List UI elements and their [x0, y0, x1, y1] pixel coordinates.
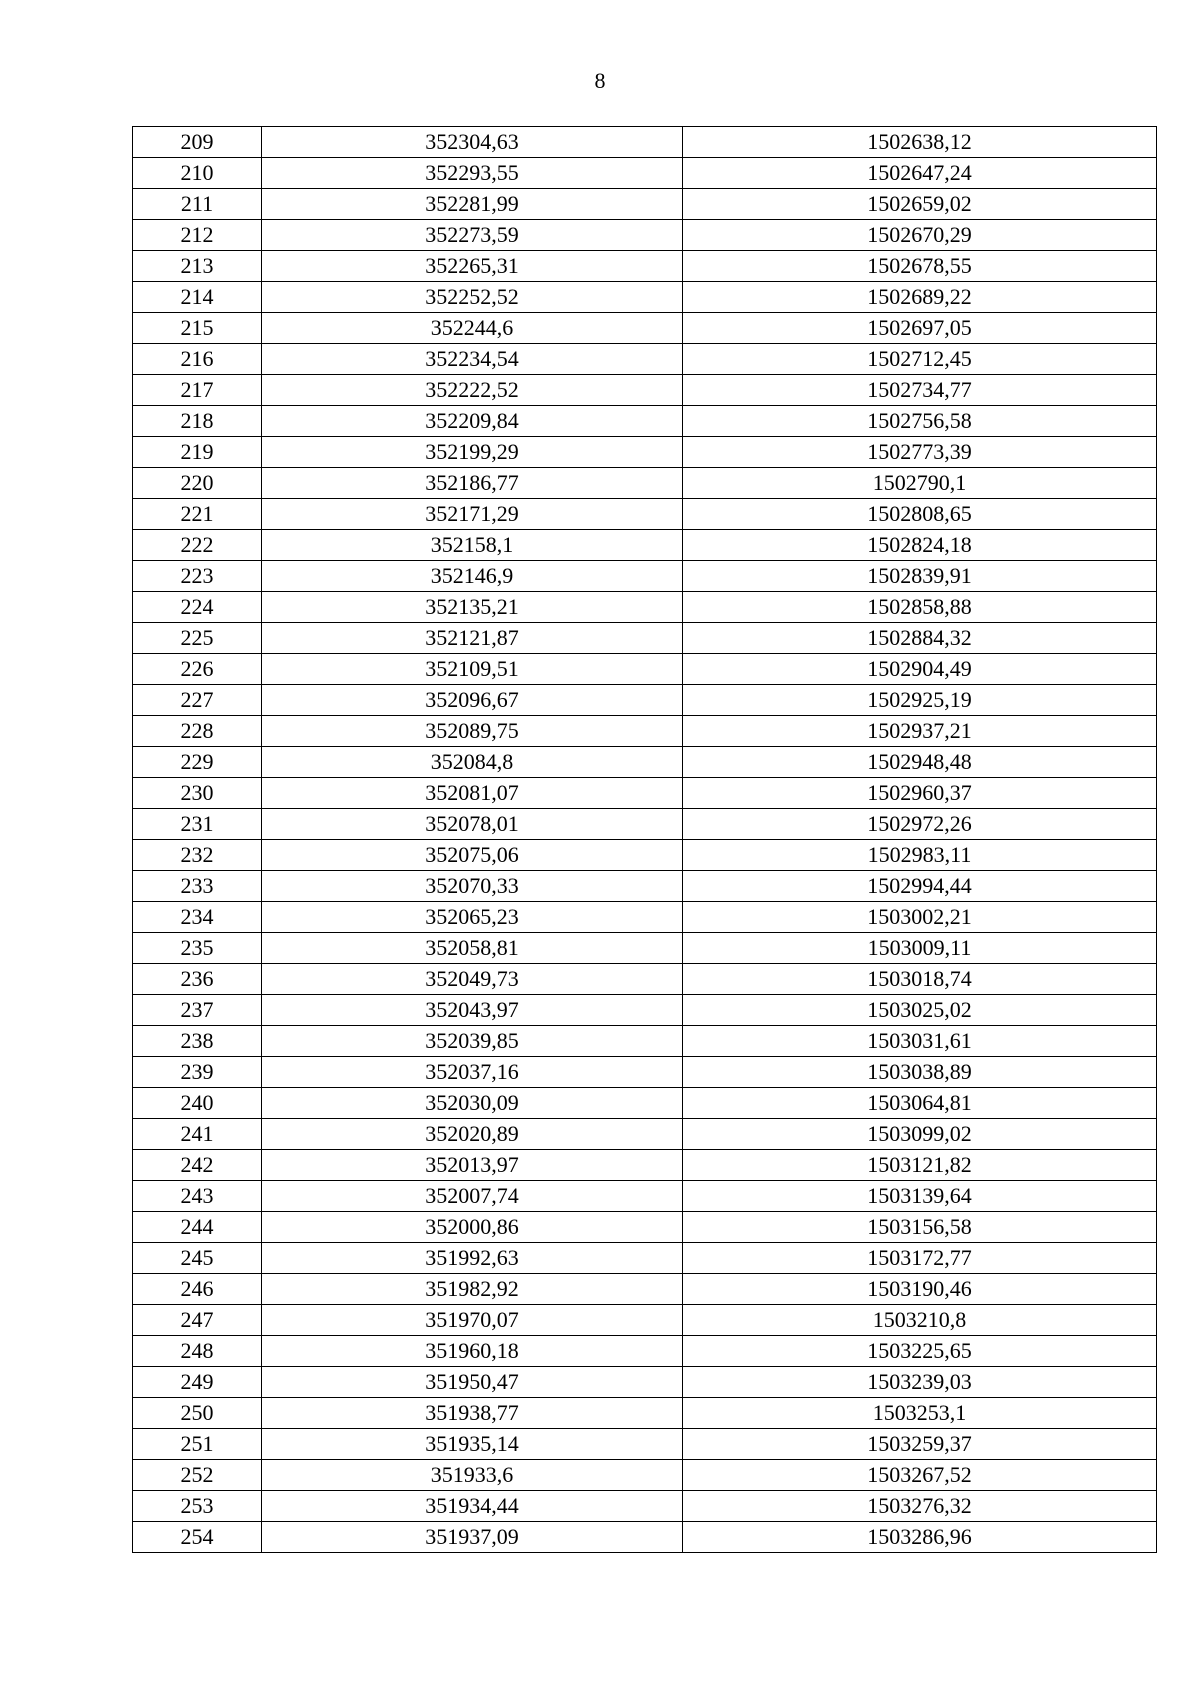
y-coordinate-cell: 1502697,05 [683, 313, 1157, 344]
y-coordinate-cell: 1502937,21 [683, 716, 1157, 747]
x-coordinate-cell: 352078,01 [262, 809, 683, 840]
table-row [133, 1088, 1157, 1119]
table-row [133, 468, 1157, 499]
y-coordinate-cell: 1502790,1 [683, 468, 1157, 499]
table-row [133, 685, 1157, 716]
table-row [133, 282, 1157, 313]
y-coordinate-cell: 1502659,02 [683, 189, 1157, 220]
x-coordinate-cell: 352186,77 [262, 468, 683, 499]
point-number-cell: 252 [133, 1460, 262, 1491]
y-coordinate-cell: 1503239,03 [683, 1367, 1157, 1398]
point-number-cell: 214 [133, 282, 262, 313]
x-coordinate-cell: 352058,81 [262, 933, 683, 964]
point-number-cell: 244 [133, 1212, 262, 1243]
y-coordinate-cell: 1502983,11 [683, 840, 1157, 871]
x-coordinate-cell: 351950,47 [262, 1367, 683, 1398]
x-coordinate-cell: 352304,63 [262, 127, 683, 158]
y-coordinate-cell: 1503139,64 [683, 1181, 1157, 1212]
x-coordinate-cell: 351933,6 [262, 1460, 683, 1491]
point-number-cell: 241 [133, 1119, 262, 1150]
point-number-cell: 249 [133, 1367, 262, 1398]
x-coordinate-cell: 352199,29 [262, 437, 683, 468]
x-coordinate-cell: 352043,97 [262, 995, 683, 1026]
x-coordinate-cell: 352007,74 [262, 1181, 683, 1212]
point-number-cell: 236 [133, 964, 262, 995]
y-coordinate-cell: 1503038,89 [683, 1057, 1157, 1088]
y-coordinate-cell: 1502670,29 [683, 220, 1157, 251]
y-coordinate-cell: 1502839,91 [683, 561, 1157, 592]
table-row [133, 1057, 1157, 1088]
table-row [133, 220, 1157, 251]
y-coordinate-cell: 1503286,96 [683, 1522, 1157, 1553]
x-coordinate-cell: 352135,21 [262, 592, 683, 623]
point-number-cell: 215 [133, 313, 262, 344]
point-number-cell: 232 [133, 840, 262, 871]
table-row [133, 406, 1157, 437]
x-coordinate-cell: 352244,6 [262, 313, 683, 344]
y-coordinate-cell: 1503253,1 [683, 1398, 1157, 1429]
point-number-cell: 218 [133, 406, 262, 437]
point-number-cell: 211 [133, 189, 262, 220]
x-coordinate-cell: 352096,67 [262, 685, 683, 716]
y-coordinate-cell: 1503031,61 [683, 1026, 1157, 1057]
point-number-cell: 240 [133, 1088, 262, 1119]
x-coordinate-cell: 352293,55 [262, 158, 683, 189]
page-number: 8 [594, 68, 606, 93]
table-row [133, 1305, 1157, 1336]
table-row [133, 1491, 1157, 1522]
x-coordinate-cell: 351982,92 [262, 1274, 683, 1305]
table-row [133, 1398, 1157, 1429]
point-number-cell: 213 [133, 251, 262, 282]
y-coordinate-cell: 1503064,81 [683, 1088, 1157, 1119]
y-coordinate-cell: 1503121,82 [683, 1150, 1157, 1181]
y-coordinate-cell: 1502972,26 [683, 809, 1157, 840]
point-number-cell: 233 [133, 871, 262, 902]
x-coordinate-cell: 352084,8 [262, 747, 683, 778]
table-row [133, 1336, 1157, 1367]
point-number-cell: 216 [133, 344, 262, 375]
point-number-cell: 250 [133, 1398, 262, 1429]
table-row [133, 995, 1157, 1026]
y-coordinate-cell: 1503210,8 [683, 1305, 1157, 1336]
x-coordinate-cell: 352075,06 [262, 840, 683, 871]
table-row [133, 1274, 1157, 1305]
x-coordinate-cell: 351970,07 [262, 1305, 683, 1336]
x-coordinate-cell: 352234,54 [262, 344, 683, 375]
table-row [133, 1181, 1157, 1212]
x-coordinate-cell: 352089,75 [262, 716, 683, 747]
point-number-cell: 254 [133, 1522, 262, 1553]
point-number-cell: 248 [133, 1336, 262, 1367]
point-number-cell: 242 [133, 1150, 262, 1181]
point-number-cell: 231 [133, 809, 262, 840]
point-number-cell: 224 [133, 592, 262, 623]
x-coordinate-cell: 352209,84 [262, 406, 683, 437]
y-coordinate-cell: 1502678,55 [683, 251, 1157, 282]
x-coordinate-cell: 352070,33 [262, 871, 683, 902]
point-number-cell: 239 [133, 1057, 262, 1088]
y-coordinate-cell: 1502824,18 [683, 530, 1157, 561]
table-row [133, 437, 1157, 468]
point-number-cell: 221 [133, 499, 262, 530]
y-coordinate-cell: 1503002,21 [683, 902, 1157, 933]
x-coordinate-cell: 352273,59 [262, 220, 683, 251]
table-row [133, 344, 1157, 375]
y-coordinate-cell: 1502904,49 [683, 654, 1157, 685]
table-row [133, 933, 1157, 964]
x-coordinate-cell: 352065,23 [262, 902, 683, 933]
y-coordinate-cell: 1503190,46 [683, 1274, 1157, 1305]
table-row [133, 251, 1157, 282]
x-coordinate-cell: 352081,07 [262, 778, 683, 809]
y-coordinate-cell: 1502960,37 [683, 778, 1157, 809]
table-row [133, 1212, 1157, 1243]
table-row [133, 592, 1157, 623]
table-row [133, 1243, 1157, 1274]
point-number-cell: 234 [133, 902, 262, 933]
point-number-cell: 222 [133, 530, 262, 561]
table-row [133, 561, 1157, 592]
table-row [133, 127, 1157, 158]
x-coordinate-cell: 352265,31 [262, 251, 683, 282]
point-number-cell: 223 [133, 561, 262, 592]
table-row [133, 313, 1157, 344]
y-coordinate-cell: 1502948,48 [683, 747, 1157, 778]
y-coordinate-cell: 1502884,32 [683, 623, 1157, 654]
table-row [133, 654, 1157, 685]
table-row [133, 1026, 1157, 1057]
y-coordinate-cell: 1502689,22 [683, 282, 1157, 313]
x-coordinate-cell: 351938,77 [262, 1398, 683, 1429]
y-coordinate-cell: 1502756,58 [683, 406, 1157, 437]
y-coordinate-cell: 1503259,37 [683, 1429, 1157, 1460]
y-coordinate-cell: 1502647,24 [683, 158, 1157, 189]
y-coordinate-cell: 1503009,11 [683, 933, 1157, 964]
x-coordinate-cell: 351937,09 [262, 1522, 683, 1553]
table-row [133, 840, 1157, 871]
point-number-cell: 226 [133, 654, 262, 685]
x-coordinate-cell: 352109,51 [262, 654, 683, 685]
point-number-cell: 235 [133, 933, 262, 964]
coordinates-table-body [133, 127, 1157, 1553]
x-coordinate-cell: 352171,29 [262, 499, 683, 530]
table-row [133, 902, 1157, 933]
y-coordinate-cell: 1503156,58 [683, 1212, 1157, 1243]
table-row [133, 499, 1157, 530]
table-row [133, 747, 1157, 778]
y-coordinate-cell: 1503018,74 [683, 964, 1157, 995]
point-number-cell: 209 [133, 127, 262, 158]
table-row [133, 189, 1157, 220]
table-row [133, 375, 1157, 406]
point-number-cell: 217 [133, 375, 262, 406]
x-coordinate-cell: 352222,52 [262, 375, 683, 406]
y-coordinate-cell: 1502638,12 [683, 127, 1157, 158]
table-row [133, 1367, 1157, 1398]
point-number-cell: 238 [133, 1026, 262, 1057]
point-number-cell: 219 [133, 437, 262, 468]
x-coordinate-cell: 352049,73 [262, 964, 683, 995]
table-row [133, 778, 1157, 809]
table-row [133, 716, 1157, 747]
table-row [133, 1460, 1157, 1491]
point-number-cell: 220 [133, 468, 262, 499]
y-coordinate-cell: 1503225,65 [683, 1336, 1157, 1367]
table-row [133, 1522, 1157, 1553]
table-row [133, 1119, 1157, 1150]
y-coordinate-cell: 1503276,32 [683, 1491, 1157, 1522]
table-row [133, 871, 1157, 902]
point-number-cell: 251 [133, 1429, 262, 1460]
y-coordinate-cell: 1502808,65 [683, 499, 1157, 530]
x-coordinate-cell: 352146,9 [262, 561, 683, 592]
x-coordinate-cell: 351992,63 [262, 1243, 683, 1274]
point-number-cell: 230 [133, 778, 262, 809]
table-row [133, 964, 1157, 995]
x-coordinate-cell: 352013,97 [262, 1150, 683, 1181]
x-coordinate-cell: 352121,87 [262, 623, 683, 654]
point-number-cell: 212 [133, 220, 262, 251]
table-row [133, 530, 1157, 561]
x-coordinate-cell: 352030,09 [262, 1088, 683, 1119]
point-number-cell: 245 [133, 1243, 262, 1274]
point-number-cell: 253 [133, 1491, 262, 1522]
point-number-cell: 247 [133, 1305, 262, 1336]
point-number-cell: 228 [133, 716, 262, 747]
x-coordinate-cell: 351935,14 [262, 1429, 683, 1460]
x-coordinate-cell: 352281,99 [262, 189, 683, 220]
y-coordinate-cell: 1503025,02 [683, 995, 1157, 1026]
x-coordinate-cell: 352000,86 [262, 1212, 683, 1243]
point-number-cell: 246 [133, 1274, 262, 1305]
point-number-cell: 243 [133, 1181, 262, 1212]
y-coordinate-cell: 1502858,88 [683, 592, 1157, 623]
y-coordinate-cell: 1502994,44 [683, 871, 1157, 902]
y-coordinate-cell: 1503172,77 [683, 1243, 1157, 1274]
table-row [133, 1150, 1157, 1181]
point-number-cell: 225 [133, 623, 262, 654]
y-coordinate-cell: 1502712,45 [683, 344, 1157, 375]
x-coordinate-cell: 351934,44 [262, 1491, 683, 1522]
x-coordinate-cell: 352252,52 [262, 282, 683, 313]
point-number-cell: 210 [133, 158, 262, 189]
table-row [133, 623, 1157, 654]
point-number-cell: 237 [133, 995, 262, 1026]
point-number-cell: 229 [133, 747, 262, 778]
table-row [133, 809, 1157, 840]
y-coordinate-cell: 1502773,39 [683, 437, 1157, 468]
coordinates-table [132, 126, 1157, 1553]
point-number-cell: 227 [133, 685, 262, 716]
table-row [133, 1429, 1157, 1460]
y-coordinate-cell: 1503099,02 [683, 1119, 1157, 1150]
y-coordinate-cell: 1502925,19 [683, 685, 1157, 716]
x-coordinate-cell: 352020,89 [262, 1119, 683, 1150]
table-row [133, 158, 1157, 189]
y-coordinate-cell: 1503267,52 [683, 1460, 1157, 1491]
x-coordinate-cell: 351960,18 [262, 1336, 683, 1367]
x-coordinate-cell: 352037,16 [262, 1057, 683, 1088]
x-coordinate-cell: 352039,85 [262, 1026, 683, 1057]
y-coordinate-cell: 1502734,77 [683, 375, 1157, 406]
x-coordinate-cell: 352158,1 [262, 530, 683, 561]
